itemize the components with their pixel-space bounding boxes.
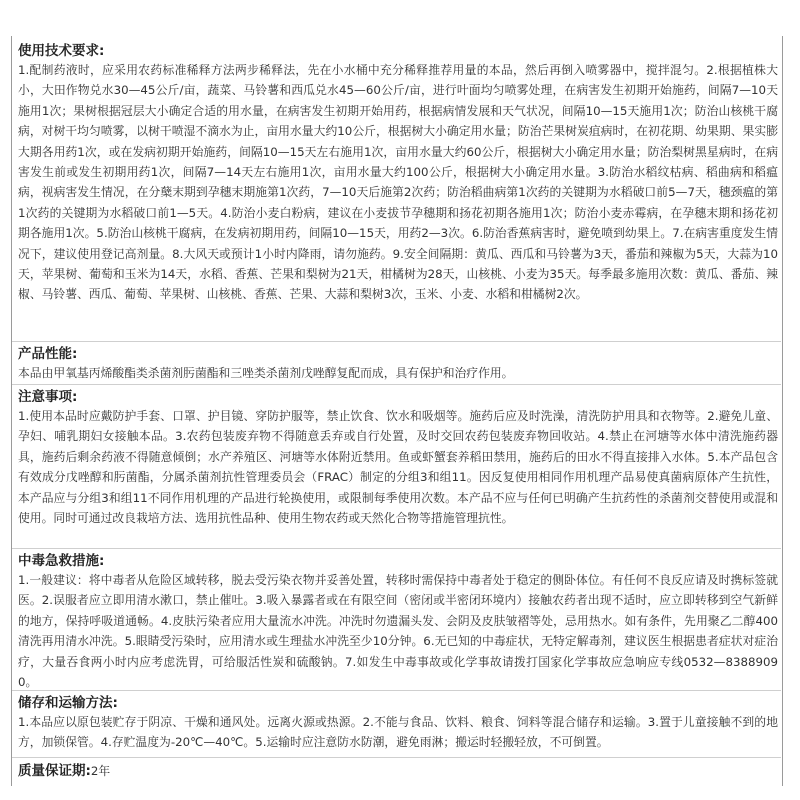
divider	[12, 757, 781, 758]
warranty-value: 2年	[90, 764, 111, 778]
section-warranty	[18, 761, 778, 781]
performance-body: 本品由甲氧基丙烯酸酯类杀菌剂肟菌酯和三唑类杀菌剂戊唑醇复配而成，具有保护和治疗作用。	[18, 366, 514, 380]
notes-heading: 注意事项:	[18, 389, 78, 405]
warranty-heading: 质量保证期:	[18, 763, 91, 779]
usage-heading: 使用技术要求:	[18, 43, 105, 59]
divider	[12, 548, 781, 549]
section-first-aid	[18, 552, 778, 692]
notes-body: 1.使用本品时应戴防护手套、口罩、护目镜、穿防护服等，禁止饮食、饮水和吸烟等。施药后应及时洗澡，清洗防护用具和衣物等。2.避免儿童、孕妇、哺乳期妇女接触本品。3.农药包装废弃物不得随意丢弃或自行处置，及时交回农药包装废弃物回收站。4.禁止在河塘等水体中清洗施药器具，施药后剩余药液不得随意倾倒；水产养殖区、河塘等水体附近禁用。鱼或虾蟹套养稻田禁用，施药后的田水不得直接排入水体。5.本产品包含有效成分戊唑醇和肟菌酯，分属杀菌剂抗性管理委员会（FRAC）制定的分组3和组11。因反复使用相同作用机理产品易使真菌病原体产生抗性，本产品应与分组3和组11不同作用机理的产品进行轮换使用，或限制每季使用次数。本产品不应与任何已明确产生抗药性的杀菌剂交替使用或混和使用。同时可通过改良栽培方法、选用抗性品种、使用生物农药或天然化合物等措施管理抗性。	[18, 409, 778, 526]
usage-body: 1.配制药液时，应采用农药标准稀释方法两步稀释法，先在小水桶中充分稀释推荐用量的本品，然后再倒入喷雾器中，搅拌混匀。2.根据植株大小，大田作物兑水30—45公斤/亩，蔬菜、马铃薯和西瓜兑水45—60公斤/亩，进行叶面均匀喷雾处理，在病害发生初期开始施药，间隔7—10天施用1次；果树根据冠层大小确定合适的用水量，在病害发生初期开始用药，根据病情发展和天气状况，间隔10—15天施用1次；防治山核桃干腐病，对树干均匀喷雾，以树干喷湿不滴水为止，亩用水量大约10公斤，根据树大小确定用水量；防治芒果树炭疽病时，在初花期、幼果期、果实膨大期各用药1次，或在发病初期开始施药，间隔10—15天左右施用1次，亩用水量大约60公斤，根据树大小确定用水量；防治梨树黑星病时，在病害发生前或发生初期用药1次，间隔7—14天左右施用1次，亩用水量大约100公斤，根据树大小确定用水量。3.防治水稻纹枯病、稻曲病和稻瘟病，视病害发生情况，在分蘖末期到孕穗末期施第1次药，7—10天后施第2次药；防治稻曲病第1次药的关键期为水稻破口前5—7天，穗颈瘟的第1次药的关键期为水稻破口前1—5天。4.防治小麦白粉病，建议在小麦拔节孕穗期和扬花初期各施用1次；防治小麦赤霉病，在孕穗末期和扬花初期各施用1次。5.防治山核桃干腐病，在发病初期用药，间隔10—15天，用药2—3次。6.防治香蕉病害时，避免喷到幼果上。7.在病害重度发生情况下，建议使用登记高剂量。8.大风天或预计1小时内降雨，请勿施药。9.安全间隔期：黄瓜、西瓜和马铃薯为3天，番茄和辣椒为5天，大蒜为10天，苹果树、葡萄和玉米为14天，水稻、香蕉、芒果和梨树为21天，柑橘树为28天，山核桃、小麦为35天。每季最多施用次数：黄瓜、番茄、辣椒、马铃薯、西瓜、葡萄、苹果树、山核桃、香蕉、芒果、大蒜和梨树3次，玉米、小麦、水稻和柑橘树2次。	[18, 63, 778, 302]
section-usage	[18, 42, 778, 305]
divider	[12, 690, 781, 691]
storage-body: 1.本品应以原包装贮存于阴凉、干燥和通风处。远离火源或热源。2.不能与食品、饮料、粮食、饲料等混合储存和运输。3.置于儿童接触不到的地方，加锁保管。4.存贮温度为-20℃—40℃。5.运输时应注意防水防潮，避免雨淋；搬运时轻搬轻放，不可倒置。	[18, 715, 778, 750]
section-performance	[18, 345, 778, 383]
storage-heading: 储存和运输方法:	[18, 695, 118, 711]
section-storage	[18, 694, 778, 753]
first-aid-heading: 中毒急救措施:	[18, 553, 105, 569]
performance-heading: 产品性能:	[18, 346, 78, 362]
divider	[12, 341, 781, 342]
section-notes	[18, 388, 778, 528]
divider	[12, 384, 781, 385]
first-aid-body: 1.一般建议：将中毒者从危险区域转移，脱去受污染衣物并妥善处置，转移时需保持中毒者处于稳定的侧卧体位。有任何不良反应请及时携标签就医。2.误服者应立即用清水漱口，禁止催吐。3.吸入暴露者或在有限空间（密闭或半密闭环境内）接触农药者出现不适时，应立即转移到空气新鲜的地方，保持呼吸道通畅。4.皮肤污染者应用大量流水冲洗。冲洗时勿遗漏头发、会阴及皮肤皱褶等处，忌用热水。如有条件，先用聚乙二醇400清洗再用清水冲洗。5.眼睛受污染时，应用清水或生理盐水冲洗至少10分钟。6.无已知的中毒症状，无特定解毒剂，建议医生根据患者症状对症治疗，大量吞食两小时内应考虑洗胃，可给服活性炭和硫酸钠。7.如发生中毒事故或化学事故请拨打国家化学事故应急响应专线0532—83889090。	[18, 573, 778, 690]
